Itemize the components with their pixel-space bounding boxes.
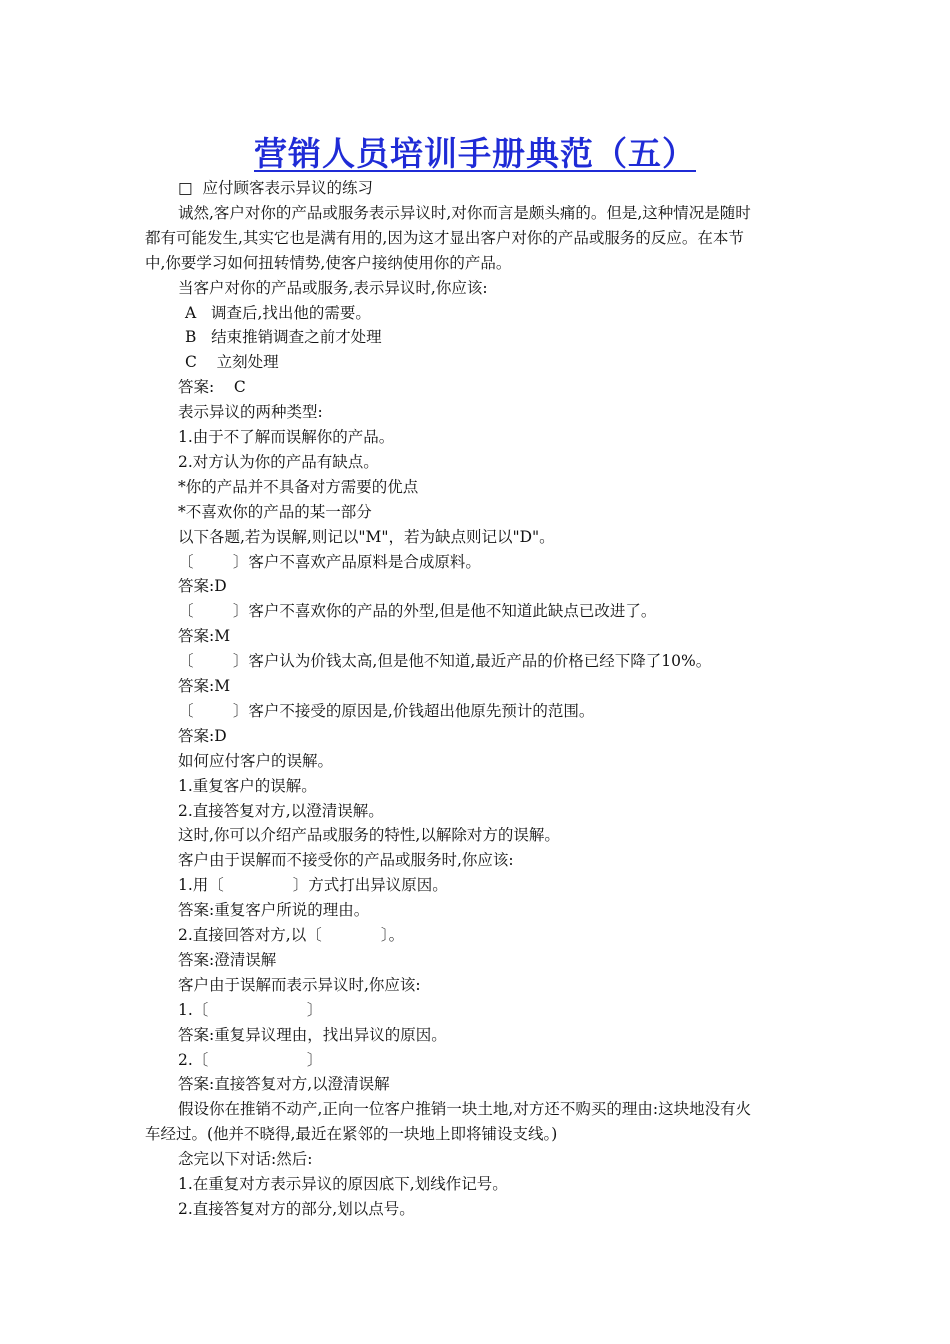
- body-line: 答案:澄清误解: [178, 950, 277, 969]
- body-line: 2.直接答复对方,以澄清误解。: [178, 801, 384, 820]
- body-line: 2.对方认为你的产品有缺点。: [178, 452, 379, 471]
- body-line: 如何应付客户的误解。: [178, 751, 334, 770]
- body-line: 1.由于不了解而误解你的产品。: [178, 428, 395, 446]
- body-line: 客户由于误解而不接受你的产品或服务时,你应该:: [178, 851, 514, 870]
- body-line: B 结束推销调查之前才处理: [185, 328, 382, 347]
- body-line: 〔 〕客户不喜欢产品原料是合成原料。: [178, 552, 481, 571]
- body-line: C 立刻处理: [185, 353, 279, 372]
- body-line: 答案:重复客户所说的理由。: [178, 901, 370, 920]
- body-line: 答案:D: [178, 577, 227, 596]
- body-line: 答案:M: [178, 677, 231, 695]
- body-line: 念完以下对话:然后:: [178, 1150, 313, 1169]
- body-line: 都有可能发生,其实它也是满有用的,因为这才显出客户对你的产品或服务的反应。在本节: [145, 228, 744, 247]
- section-heading: □ 应付顾客表示异议的练习: [178, 179, 373, 197]
- body-line: 1.〔 〕: [178, 1000, 323, 1019]
- body-line: 车经过。(他并不晓得,最近在紧邻的一块地上即将铺设支线。): [145, 1125, 558, 1144]
- body-line: 诚然,客户对你的产品或服务表示异议时,对你而言是颇头痛的。但是,这种情况是随时: [178, 203, 751, 222]
- body-line: 2.直接答复对方的部分,划以点号。: [178, 1199, 415, 1218]
- body-line: 这时,你可以介绍产品或服务的特性,以解除对方的误解。: [178, 826, 560, 845]
- body-line: 1.用〔 〕方式打出异议原因。: [178, 876, 448, 895]
- body-line: 〔 〕客户不喜欢你的产品的外型,但是他不知道此缺点已改进了。: [178, 602, 657, 621]
- body-line: 中,你要学习如何扭转情势,使客户接纳使用你的产品。: [145, 253, 512, 272]
- body-line: 答案:D: [178, 726, 227, 745]
- body-line: 假设你在推销不动产,正向一位客户推销一块土地,对方还不购买的理由:这块地没有火: [178, 1100, 752, 1119]
- body-line: 〔 〕客户不接受的原因是,价钱超出他原先预计的范围。: [178, 701, 595, 720]
- body-line: A 调查后,找出他的需要。: [185, 303, 371, 322]
- document-title: 营销人员培训手册典范（五）: [254, 134, 696, 173]
- body-line: *你的产品并不具备对方需要的优点: [178, 477, 419, 496]
- body-line: 当客户对你的产品或服务,表示异议时,你应该:: [178, 278, 488, 297]
- body-line: 答案:重复异议理由，找出异议的原因。: [178, 1025, 447, 1044]
- body-line: 1.重复客户的误解。: [178, 776, 317, 795]
- body-line: 答案:M: [178, 627, 231, 646]
- body-line: 客户由于误解而表示异议时,你应该:: [178, 975, 421, 994]
- body-line: 2.〔 〕: [178, 1050, 323, 1069]
- body-line: 〔 〕客户认为价钱太高,但是他不知道,最近产品的价格已经下降了10%。: [178, 652, 712, 671]
- body-line: 2.直接回答对方,以〔 〕。: [178, 926, 405, 944]
- body-line: *不喜欢你的产品的某一部分: [178, 502, 372, 521]
- body-line: 答案: C: [178, 378, 246, 397]
- body-line: 答案:直接答复对方,以澄清误解: [178, 1075, 390, 1094]
- body-line: 以下各题,若为误解,则记以"M"，若为缺点则记以"D"。: [178, 527, 555, 546]
- body-line: 1.在重复对方表示异议的原因底下,划线作记号。: [178, 1175, 508, 1193]
- body-line: 表示异议的两种类型:: [178, 403, 323, 422]
